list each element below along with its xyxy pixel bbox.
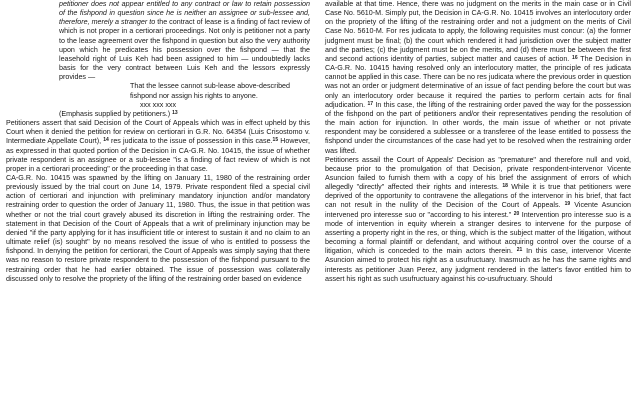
footnote-ref: 19 (564, 201, 571, 208)
block-quote (6, 0, 310, 82)
right-column (325, 0, 631, 284)
paragraph-text: Vicente Asuncion intervened pro interesse suo or "according to his interest." (325, 201, 632, 219)
paragraph-text: In this case, the lifting of the restraining order paved the way for the possession of the fishpond on the part of petitioners and/or their representatives pending the resolution of the main action for injunction. In other words, the main issue of whether or not private respondent may be considered a sublessee or a transferee of the lease entitled to possess the fishpond under the circumstances of the case had yet to be resolved when the restraining order was lifted. (325, 100, 632, 155)
footnote-ref: 14 (103, 137, 109, 144)
inner-quote-text: That the lessee cannot sub-lease above-described fishpond nor assign his rights to anyone. (130, 82, 290, 100)
footnote-ref: 15 (272, 137, 279, 144)
footnote-ref: 20 (513, 210, 520, 217)
paragraph (6, 119, 310, 174)
paragraph-text: CA-G.R. No. 10415 was spawned by the lifting on January 11, 1980 of the restraining order previously issued by the trial court on June 14, 1979. Private respondent filed a special civil action of certiorari and injunction with preliminary mandatory injunction and/or mandatory restraining order to question the order of January 11, 1980. Thus, the issue in that petition was whether or not the trial court gravely abused its discretion in lifting the restraining order. The statement in that Decision of the Court of Appeals that a writ of preliminary injunction may be denied "if the party applying for it has insufficient title or interest to sustain it and no claim to an ultimate relief (is) sought" by no means resolved the issue of who is entitled to possess the fishpond. In denying the petition for certiorari, the Court of Appeals was simply saying that there was no reason to restore private respondent to the possession of the fishpond pursuant to the restraining order that he had earlier obtained. The issue of possession was collaterally discussed only to resolve the propriety of the lifting of the restraining order based on evidence (6, 173, 310, 283)
paragraph-text: res judicata to the issue of possession in this case. (110, 137, 273, 146)
paragraph-text: Petitioners assail the Court of Appeals' Decision as "premature" and therefore null and void, because prior to the promulgation of that Decision, private respondent-intervenor Vicente Asuncion failed to furnish them with a copy of his brief the assignment of errors of which allegedly "directly" affected their rights and interests. (325, 155, 631, 192)
paragraph-text: Petitioners assert that said Decision of the Court of Appeals which was in effect upheld by this Court when it denied the petition for review on certiorari in G.R. No. 64354 (Luis Crisostomo v. Intermediate Appellate Court), (6, 119, 310, 146)
separator (6, 101, 310, 110)
footnote-ref: 13 (172, 109, 178, 116)
paragraph (325, 0, 631, 156)
separator-text: xxx xxx xxx (139, 100, 177, 109)
footnote-ref: 16 (572, 54, 578, 61)
paragraph (325, 156, 631, 284)
footnote-ref: 18 (502, 183, 508, 190)
emphasis-note-text: (Emphasis supplied by petitioners.) (59, 109, 171, 118)
paragraph-text: The Decision in CA-G.R. No. 10415 having resolved only an interlocutory matter, the principle of res judicata cannot be applied in this case. There can be no res judicata where the previous order in question was not an order or judgment determinative of an issue of fact pending before the court but was only an interlocutory order because it required the parties to perform certain acts for final adjudication. (325, 54, 632, 109)
footnote-ref: 17 (367, 100, 374, 107)
inner-quote (6, 82, 310, 100)
block-quote-italic: petitioner does not appear entitled to any contract or law to retain possession of the fishpond in question since he is neither an assignee or sub-lessee and, therefore, merely a stranger to (59, 0, 310, 27)
paragraph-text: However, as expressed in that quoted portion of the Decision in CA-G.R. No. 10415, the issue of whether private respondent is an assignee or a sub-lessee "is a finding of fact review of which is not proper in a certiorari proceeding" or the proceeding in that case. (6, 137, 310, 173)
emphasis-note (6, 110, 310, 119)
paragraph-text: In this case, intervenor Vicente Asuncion aimed to protect his right as a usufructuary. Inasmuch as he has the same rights and interests as petitioner Juan Perez, any judgment rendered in the latter's favor entitled him to assert his right as such usufructuary against his co-usufructuary. Should (325, 247, 632, 283)
paragraph-text: available at that time. Hence, there was no judgment on the merits in the main case or in Civil Case No. 5610-M. Simply put, the Decision in CA-G.R. No. 10415 involves an interlocutory order on the propriety of the lifting of the restraining order and not a judgment on the merits of Civil Case No. 5610-M. For res judicata to apply, the following requisites must concur: (a) the former judgment must be final; (b) the court which rendered it had jurisdiction over the subject matter and the parties; (c) the judgment must be on the merits, and (d) there must be between the first and second actions identity of parties, subject matter and causes of action. (325, 0, 631, 63)
paragraph-text: Intervention pro interesse suo is a mode of intervention in equity wherein a stranger desires to intervene for the purpose of asserting a property right in the res, or thing, which is the subject matter of the litigation, without becoming a formal plaintiff or defendant, and without acquiring control over the course of a litigation, which is conceded to the main actors therein. (325, 210, 632, 256)
left-column (6, 0, 310, 284)
paragraph-text: While it is true that petitioners were deprived of the opportunity to contravene the allegations of the intervenor in his brief, that fact can not result in the nullity of the Decision of the Court of Appeals. (325, 183, 632, 210)
paragraph (6, 174, 310, 284)
footnote-ref: 21 (516, 247, 523, 254)
block-quote-text: the contract of lease is a finding of fact review of which is not proper in a certiorari proceedings. Not only is petitioner not a party to the lease agreement over the fishpond in question but also the very authority upon which he predicates his possession over the fishpond — that the leasehold right of Luis Keh had been assigned to him — undoubtedly lacks basis for the very contract between Luis Keh and the lessors expressly provides — (59, 18, 311, 82)
